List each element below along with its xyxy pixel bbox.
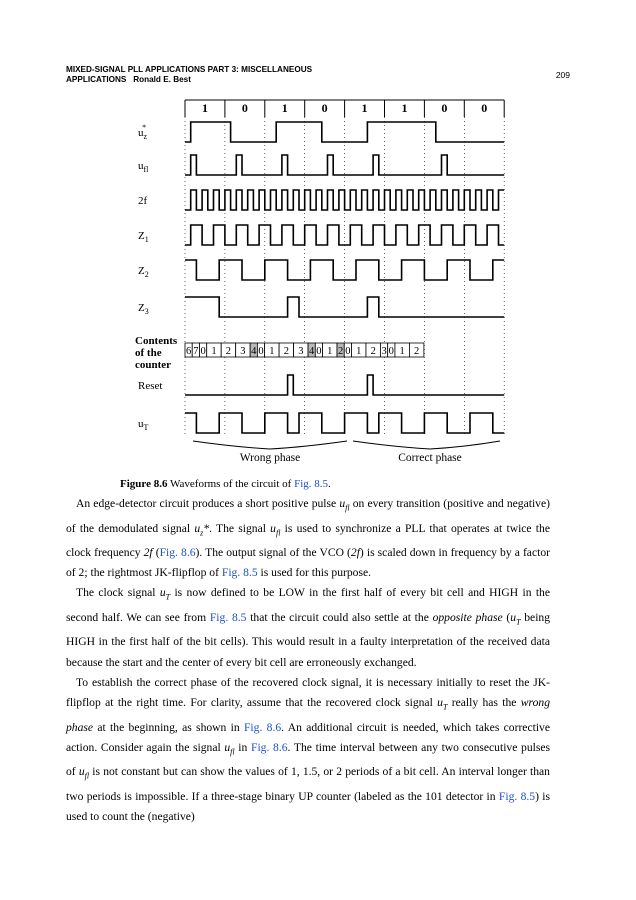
p2-opposite: opposite [432, 610, 472, 624]
p3-text-1: To establish the correct phase of the recovered clock signal, it is necessary initially to reset the JK-flipflop at the right time. For clarity, assume that the recovered clock signal [66, 675, 550, 710]
counter-value: 0 [316, 346, 322, 357]
p3-text-7: is not constant but can show the values of 1, 1.5, or 2 periods of a bit cell. An interval longer than two periods is impossible. If a three-stage binary UP counter (labeled as the 101 detector in [66, 765, 550, 803]
paragraph-3 [66, 673, 550, 827]
p3-link-fig-8-6-b[interactable]: Fig. 8.6 [251, 740, 288, 754]
counter-label: counter [135, 359, 172, 371]
counter-value: 1 [356, 346, 362, 357]
counter-value: 0 [200, 346, 206, 357]
paragraph-2: The clock signal $u_T$ is now defined to be LOW in the first half of every bit cell and HIGH in the second half. We can see from Fig. 8.5 that the circuit could also settle at the opposite phase ($u_T$ being HIGH in the first half of the bit cells). This would result in a faulty interpretation of the received data because the start and the center of every bit cell are erroneously exchanged. [66, 586, 551, 669]
signal-label: $u_T$ [138, 418, 149, 432]
signal-label: $u_{fl}$ [138, 160, 149, 174]
bit-label: 0 [481, 101, 488, 115]
page-number: 209 [555, 70, 570, 80]
running-header [66, 65, 566, 85]
p3-text-6: . The time interval between any two consecutive pulses of [66, 740, 551, 779]
counter-value: 1 [399, 346, 405, 357]
wrong-phase-label: Wrong phase [239, 452, 301, 464]
counter-value: 1 [327, 346, 333, 357]
correct-phase-label: Correct phase [398, 452, 462, 464]
p2-link-fig-8-5[interactable]: Fig. 8.5 [209, 610, 247, 624]
symbol-u-T-2: $u_T$ [510, 610, 521, 627]
caption-link[interactable]: Fig. 8.5 [294, 478, 329, 490]
p2-text-1: The clock signal [76, 586, 156, 600]
symbol-2f: 2f [143, 546, 153, 560]
waveform-z3 [185, 297, 504, 317]
counter-value: 3 [298, 346, 304, 357]
p3-link-fig-8-6[interactable]: Fig. 8.6 [243, 720, 282, 734]
bit-label: 0 [241, 101, 248, 115]
signal-label: 2f [138, 195, 148, 207]
header-author: Ronald E. Best [133, 75, 191, 84]
counter-value: 2 [370, 346, 376, 357]
p1-text-1: An edge-detector circuit produces a short positive pulse [76, 497, 337, 510]
bit-label: 1 [401, 101, 408, 115]
counter-value: 2 [414, 346, 420, 357]
symbol-u-fl-4: $u_{fl}$ [78, 765, 90, 781]
p1-text-5: ). The output signal of the VCO ( [195, 546, 351, 560]
p3-text-5: in [238, 740, 248, 754]
p3-text-4: . An additional circuit is needed, which takes corrective action. Consider again the signal [66, 720, 550, 754]
counter-value: 0 [388, 346, 394, 357]
counter-value: 6 [185, 346, 192, 357]
signal-label: $Z_1$ [138, 230, 149, 244]
symbol-u-fl-3: $u_{fl}$ [224, 740, 235, 757]
p3-wrong-phase: wrong phase [66, 696, 550, 734]
signal-label: $u_z*$ [138, 123, 148, 141]
signal-label: Reset [138, 380, 163, 392]
p3-text-3: at the beginning, as shown in [97, 720, 240, 734]
symbol-u-fl: $u_{fl}$ [339, 497, 350, 513]
wrong-phase-brace [193, 441, 347, 449]
bit-label: 1 [361, 101, 368, 115]
signal-label: $Z_3$ [138, 302, 149, 316]
body-text [66, 494, 550, 827]
header-line-2 [66, 75, 566, 85]
counter-value: 4 [309, 346, 315, 357]
counter-value: 7 [193, 346, 199, 357]
counter-label: Contents [135, 335, 178, 347]
p1-text-6: ) is scaled down in frequency by a factor of 2; the rightmost JK-flipflop of [66, 546, 550, 580]
symbol-u-T: $u_T$ [159, 586, 171, 602]
p1-text-7: is used for this purpose. [260, 566, 371, 580]
counter-value: 2 [338, 346, 344, 357]
p1-text-2: on every transition (positive and negative) of the demodulated signal [66, 497, 550, 535]
counter-value: 3 [381, 346, 387, 357]
header-section: APPLICATIONS [66, 75, 127, 84]
waveform-2f [185, 190, 504, 210]
counter-value: 1 [269, 346, 275, 357]
signal-label: $Z_2$ [138, 265, 149, 279]
p3-link-fig-8-5[interactable]: Fig. 8.5 [498, 789, 536, 803]
counter-value: 1 [211, 346, 217, 357]
waveform-ut [185, 413, 504, 433]
correct-phase-brace [353, 441, 500, 449]
figure-caption [120, 478, 331, 490]
counter-label: of the [135, 347, 162, 359]
p1-text-3: . The signal [209, 521, 266, 535]
symbol-u-T-3: $u_T$ [437, 696, 448, 712]
paragraph-1: An edge-detector circuit produces a short positive pulse $u_{fl}$ on every transition (positive and negative) of the demodulated signal $u_z*$. The signal $u_{fl}$ is used to synchronize a PLL that operates at twice the clock frequency 2f (Fig. 8.6). The output signal of the VCO (2f) is scaled down in frequency by a factor of 2; the rightmost JK-flipflop of Fig. 8.5 is used for this purpose. [66, 497, 550, 580]
p1-link-fig-8-6[interactable]: Fig. 8.6 [159, 546, 196, 560]
p2-text-4: being HIGH in the first half of the bit cells). This would result in a faulty interpretation of the received data because the start and the center of every bit cell are erroneously exchanged. [66, 610, 551, 669]
counter-value: 2 [225, 346, 232, 357]
bit-label: 1 [281, 101, 288, 115]
bit-label: 0 [441, 101, 448, 115]
symbol-u-fl-2: $u_{fl}$ [270, 521, 281, 537]
p3-text-8: ) is used to count the (negative) [66, 789, 551, 824]
caption-text: Waveforms of the circuit of [170, 478, 292, 490]
p3-text-2: really has the [451, 696, 517, 710]
counter-value: 2 [283, 346, 289, 357]
header-line-1: MIXED-SIGNAL PLL APPLICATIONS PART 3: MISCELLANEOUS [66, 65, 313, 74]
symbol-u-z: $u_z*$ [194, 521, 210, 537]
p1-link-fig-8-5[interactable]: Fig. 8.5 [221, 566, 258, 580]
counter-value: 3 [240, 346, 246, 357]
caption-label: Figure 8.6 [120, 478, 168, 490]
p2-text-2: is now defined to be LOW in the first half of every bit cell and HIGH in the second half. We can see from [66, 586, 550, 624]
counter-value: 0 [345, 346, 351, 357]
bit-label: 0 [321, 101, 328, 115]
counter-value: 0 [258, 346, 264, 357]
symbol-2f-2: 2f [350, 546, 360, 560]
caption-end: . [328, 478, 331, 490]
p2-text-3: that the circuit could also settle at the [250, 610, 429, 624]
p2-phase: phase [475, 610, 503, 624]
counter-value: 4 [251, 346, 257, 357]
waveform-figure [120, 95, 530, 467]
p1-text-4: is used to synchronize a PLL that operates at twice the clock frequency [66, 521, 550, 560]
bit-label: 1 [201, 101, 208, 115]
